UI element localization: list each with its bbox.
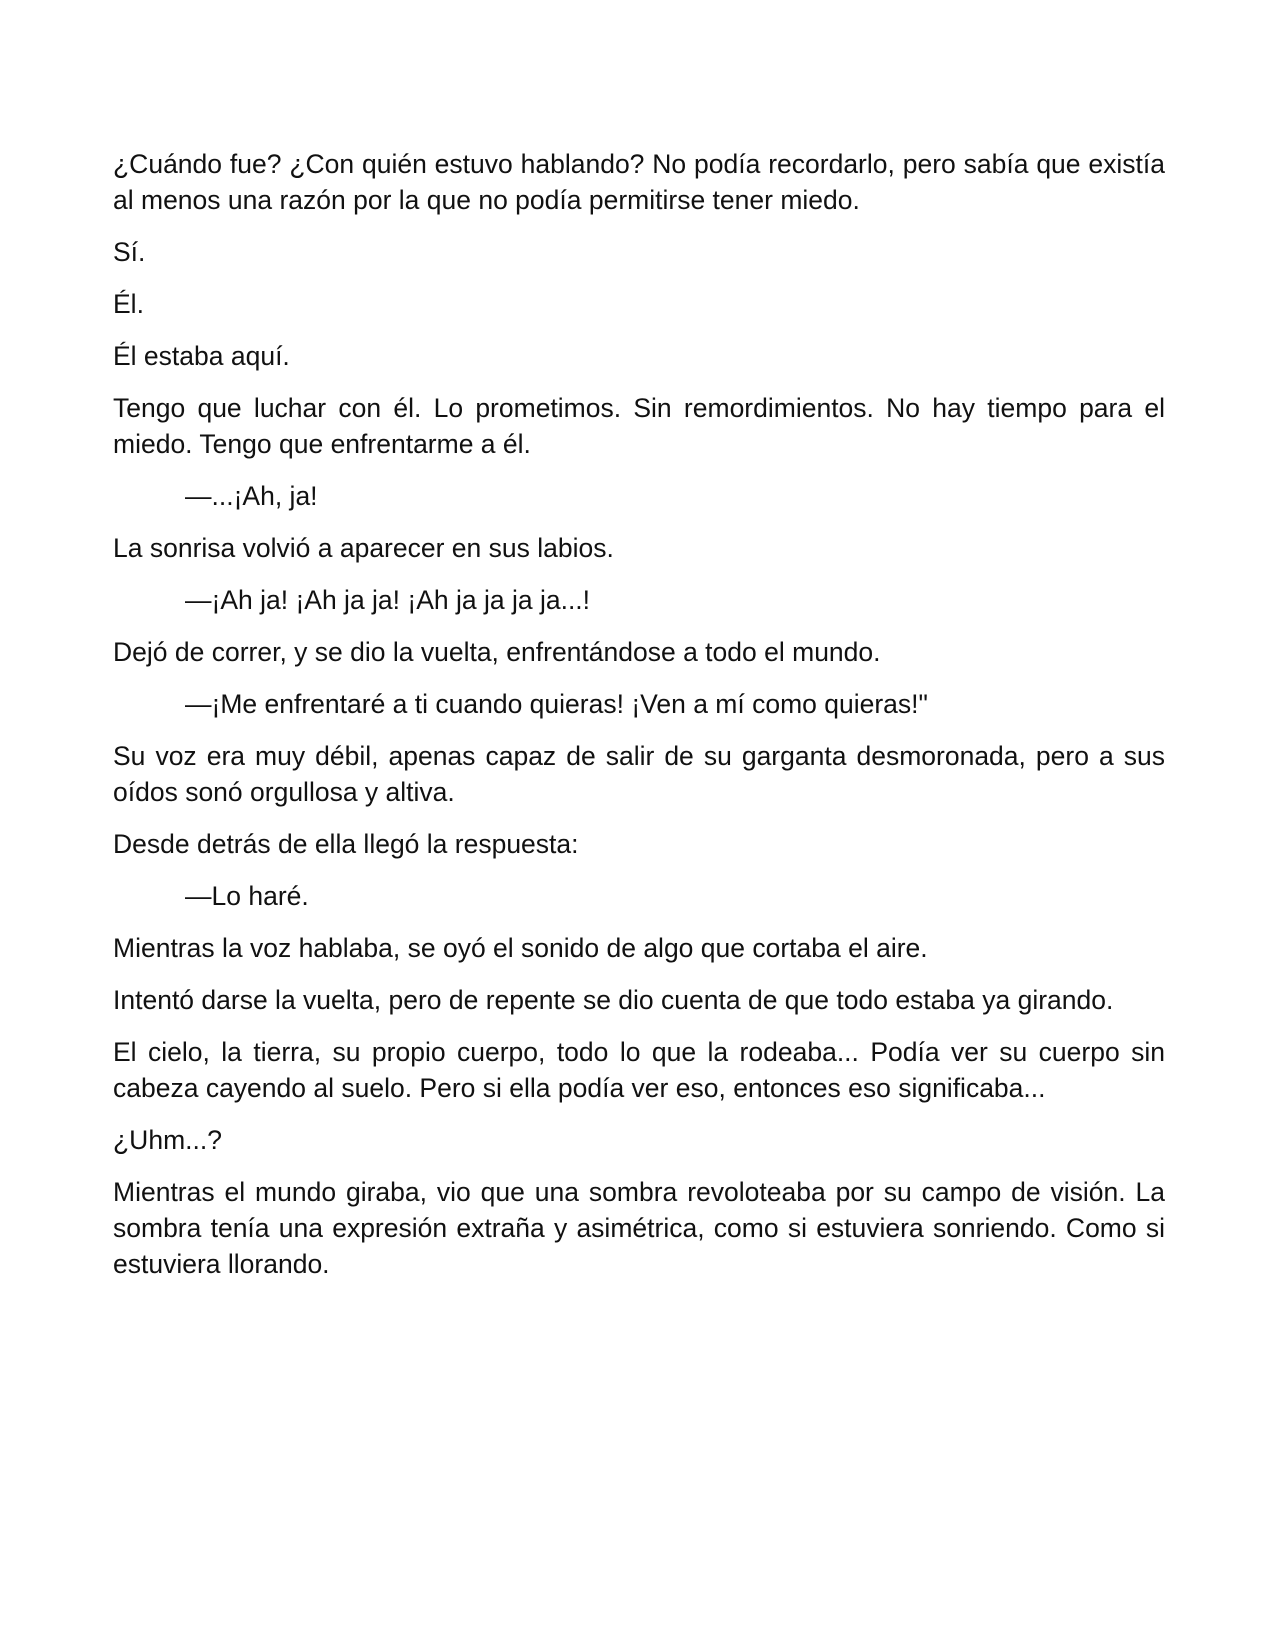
paragraph: Intentó darse la vuelta, pero de repente se dio cuenta de que todo estaba ya girando. <box>113 985 1114 1015</box>
dialogue-line: —¡Me enfrentaré a ti cuando quieras! ¡Ven a mí como quieras!" <box>185 689 928 719</box>
paragraph: Él. <box>113 289 144 319</box>
dialogue-line: —...¡Ah, ja! <box>185 481 318 511</box>
dialogue-line: —¡Ah ja! ¡Ah ja ja! ¡Ah ja ja ja ja...! <box>185 585 591 615</box>
document-page <box>113 146 1165 1298</box>
paragraph: ¿Uhm...? <box>113 1125 222 1155</box>
paragraph: El cielo, la tierra, su propio cuerpo, todo lo que la rodeaba... Podía ver su cuerpo sin cabeza cayendo al suelo. Pero si ella podía ver eso, entonces eso significaba... <box>113 1037 1165 1103</box>
paragraph: Tengo que luchar con él. Lo prometimos. Sin remordimientos. No hay tiempo para el miedo. Tengo que enfrentarme a él. <box>113 393 1165 459</box>
paragraph: Sí. <box>113 237 146 267</box>
paragraph: Mientras la voz hablaba, se oyó el sonido de algo que cortaba el aire. <box>113 933 928 963</box>
paragraph: Él estaba aquí. <box>113 341 290 371</box>
paragraph: Desde detrás de ella llegó la respuesta: <box>113 829 579 859</box>
paragraph: Mientras el mundo giraba, vio que una sombra revoloteaba por su campo de visión. La sombra tenía una expresión extraña y asimétrica, como si estuviera sonriendo. Como si estuviera llorando. <box>113 1177 1165 1279</box>
paragraph: Su voz era muy débil, apenas capaz de salir de su garganta desmoronada, pero a sus oídos sonó orgullosa y altiva. <box>113 741 1165 807</box>
dialogue-line: —Lo haré. <box>185 881 309 911</box>
paragraph: ¿Cuándo fue? ¿Con quién estuvo hablando? No podía recordarlo, pero sabía que existía al menos una razón por la que no podía permitirse tener miedo. <box>113 149 1165 215</box>
paragraph: Dejó de correr, y se dio la vuelta, enfrentándose a todo el mundo. <box>113 637 881 667</box>
paragraph: La sonrisa volvió a aparecer en sus labios. <box>113 533 614 563</box>
